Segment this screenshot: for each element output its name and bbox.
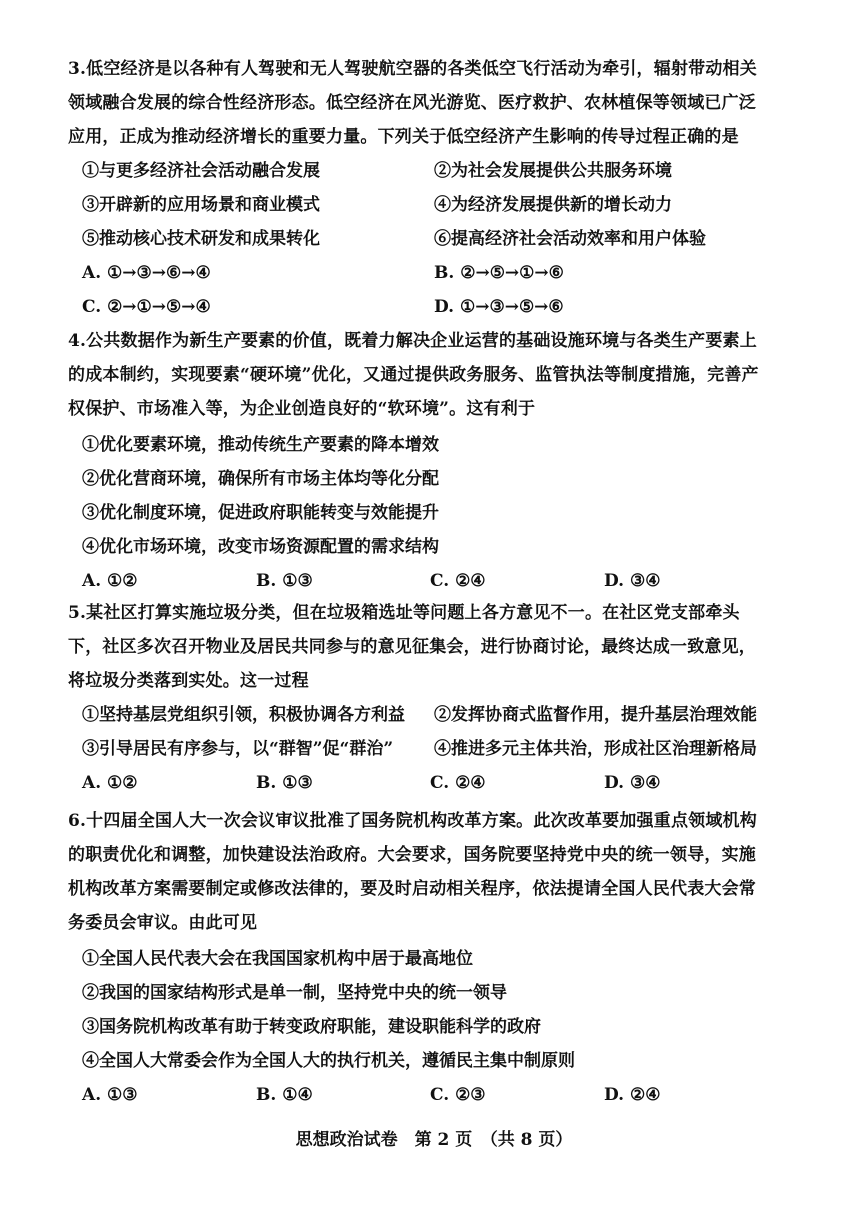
q6-option-d: D. ②④ — [604, 1085, 661, 1105]
q3-item-3: ③开辟新的应用场景和商业模式 — [82, 195, 320, 215]
q6-item-3: ③国务院机构改革有助于转变政府职能，建设职能科学的政府 — [82, 1017, 541, 1037]
q6-option-b: B. ①④ — [256, 1085, 313, 1105]
question-4 — [68, 324, 768, 598]
question-3 — [68, 52, 768, 324]
q5-item-2: ②发挥协商式监督作用，提升基层治理效能 — [434, 705, 757, 725]
question-5-options — [68, 766, 768, 800]
q6-item-1: ①全国人民代表大会在我国国家机构中居于最高地位 — [82, 949, 473, 969]
question-3-stem: 3.低空经济是以各种有人驾驶和无人驾驶航空器的各类低空飞行活动为牵引，辐射带动相关领域融合发展的综合性经济形态。低空经济在风光游览、医疗救护、农林植保等领域已广泛应用，正成为推动经济增长的重要力量。下列关于低空经济产生影响的传导过程正确的是 — [68, 59, 757, 147]
q6-item-4: ④全国人大常委会作为全国人大的执行机关，遵循民主集中制原则 — [82, 1051, 575, 1071]
q5-option-c: C. ②④ — [430, 773, 486, 793]
q4-item-2: ②优化营商环境，确保所有市场主体均等化分配 — [82, 469, 439, 489]
question-6-items — [68, 942, 768, 1078]
q6-item-2: ②我国的国家结构形式是单一制，坚持党中央的统一领导 — [82, 983, 507, 1003]
q3-item-5: ⑤推动核心技术研发和成果转化 — [82, 229, 320, 249]
question-3-items — [68, 154, 768, 256]
question-5-stem: 5.某社区打算实施垃圾分类，但在垃圾箱选址等问题上各方意见不一。在社区党支部牵头下，社区多次召开物业及居民共同参与的意见征集会，进行协商讨论，最终达成一致意见，将垃圾分类落到实处。这一过程 — [68, 603, 756, 691]
q4-option-b: B. ①③ — [256, 571, 313, 591]
q4-item-4: ④优化市场环境，改变市场资源配置的需求结构 — [82, 537, 439, 557]
question-4-options — [68, 564, 768, 598]
q3-item-2: ②为社会发展提供公共服务环境 — [434, 161, 672, 181]
question-3-options — [68, 256, 768, 324]
question-5 — [68, 596, 768, 800]
question-6-stem: 6.十四届全国人大一次会议审议批准了国务院机构改革方案。此次改革要加强重点领域机构的职责优化和调整，加快建设法治政府。大会要求，国务院要坚持党中央的统一领导，实施机构改革方案需要制定或修改法律的，要及时启动相关程序，依法提请全国人民代表大会常务委员会审议。由此可见 — [68, 811, 757, 933]
q4-option-d: D. ③④ — [604, 571, 661, 591]
q3-item-4: ④为经济发展提供新的增长动力 — [434, 195, 672, 215]
q3-option-b: B. ②→⑤→①→⑥ — [434, 263, 564, 283]
q6-option-a: A. ①③ — [82, 1085, 138, 1105]
question-4-items — [68, 428, 768, 564]
q5-item-1: ①坚持基层党组织引领，积极协调各方利益 — [82, 705, 405, 725]
q3-item-6: ⑥提高经济社会活动效率和用户体验 — [434, 229, 706, 249]
q5-option-b: B. ①③ — [256, 773, 313, 793]
q3-option-a: A. ①→③→⑥→④ — [82, 263, 211, 283]
q5-option-a: A. ①② — [82, 773, 138, 793]
q4-item-1: ①优化要素环境，推动传统生产要素的降本增效 — [82, 435, 439, 455]
question-5-items — [68, 698, 768, 766]
page-footer: 思想政治试卷 第 2 页 （共 8 页） — [295, 1130, 573, 1150]
q5-item-4: ④推进多元主体共治，形成社区治理新格局 — [434, 739, 757, 759]
q5-item-3: ③引导居民有序参与，以“群智”促“群治” — [82, 739, 394, 759]
q4-option-c: C. ②④ — [430, 571, 486, 591]
q5-option-d: D. ③④ — [604, 773, 661, 793]
question-6 — [68, 804, 768, 1112]
q3-option-d: D. ①→③→⑤→⑥ — [434, 297, 564, 317]
q4-option-a: A. ①② — [82, 571, 138, 591]
q6-option-c: C. ②③ — [430, 1085, 486, 1105]
q4-item-3: ③优化制度环境，促进政府职能转变与效能提升 — [82, 503, 439, 523]
question-4-stem: 4.公共数据作为新生产要素的价值，既着力解决企业运营的基础设施环境与各类生产要素上的成本制约，实现要素“硬环境”优化，又通过提供政务服务、监管执法等制度措施，完善产权保护、市场准入等，为企业创造良好的“软环境”。这有利于 — [68, 331, 759, 419]
question-6-options — [68, 1078, 768, 1112]
q3-option-c: C. ②→①→⑤→④ — [82, 297, 211, 317]
q3-item-1: ①与更多经济社会活动融合发展 — [82, 161, 320, 181]
